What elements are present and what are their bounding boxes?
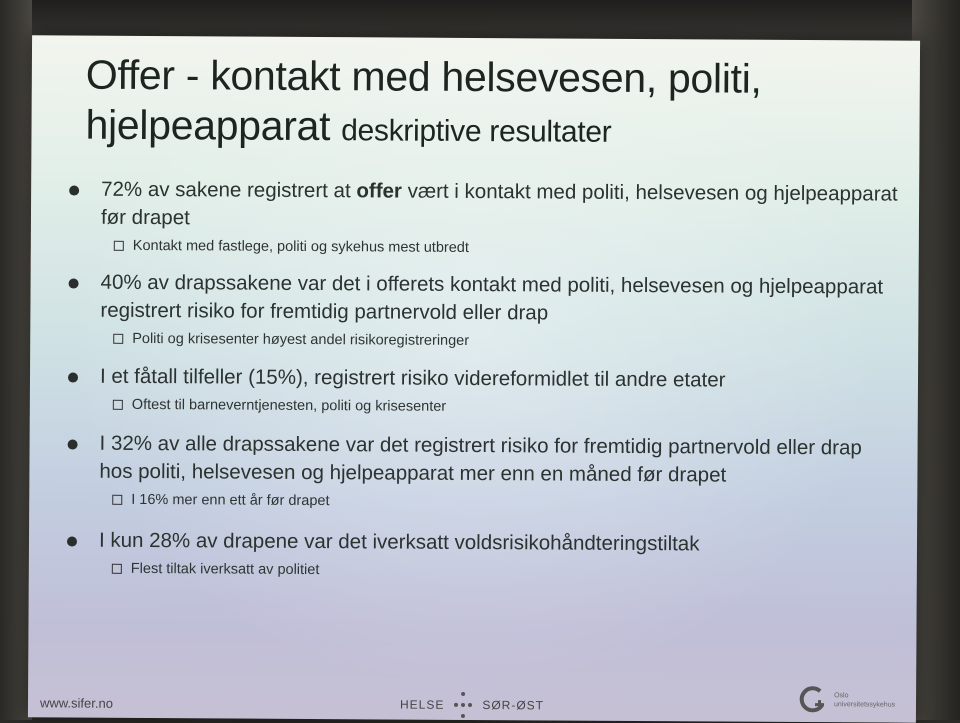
sub-bullet-item: [67, 558, 897, 585]
bullet-dot-icon: [67, 537, 77, 547]
sub-bullet-text: Flest tiltak iverksatt av politiet: [130, 560, 320, 579]
footer-website: www.sifer.no: [39, 695, 114, 711]
bullet-text: 72% av sakene registrert at: [101, 177, 357, 203]
hospital-logo-icon: [798, 685, 828, 715]
logo-dots-icon: [454, 692, 472, 718]
bullet-text: I kun 28% av drapene var det iverksatt voldsrisikohåndteringstiltak: [98, 528, 700, 556]
projected-slide: [28, 35, 920, 722]
sub-bullet-item: [68, 328, 898, 355]
bullet-dot-icon: [68, 373, 78, 383]
sub-bullet-text: Kontakt med fastlege, politi og sykehus mest utbredt: [132, 237, 469, 256]
sub-bullet-text: I 16% mer enn ett år før drapet: [131, 491, 330, 510]
bullet-text: I et fåtall tilfeller (15%), registrert risiko videreformidlet til andre etater: [99, 364, 726, 392]
checkbox-square-icon: [113, 400, 123, 410]
checkbox-square-icon: [113, 334, 123, 344]
helse-sor-ost-logo: [400, 692, 544, 719]
bullet-item: [68, 269, 898, 330]
hospital-logo-text: Oslo universitetssykehus: [833, 692, 896, 709]
slide-title: [85, 50, 886, 160]
slide-title-subtitle: deskriptive resultater: [341, 114, 612, 149]
bullet-text: I 32% av alle drapssakene var det registrert risiko for fremtidig partnervold eller drap hos politi, helsevesen og hjelpeapparat mer enn en måned før drapet: [99, 431, 862, 487]
room-background-left: [0, 0, 32, 720]
bullet-item: [69, 176, 899, 237]
checkbox-square-icon: [112, 495, 122, 505]
bullet-dot-icon: [69, 279, 79, 289]
sub-bullet-item: [68, 394, 898, 421]
bullet-text: vært i kontakt med politi, helsevesen og hjelpeapparat før drapet: [100, 179, 898, 230]
bullet-text-bold: offer: [356, 179, 403, 203]
bullet-item: [67, 430, 897, 491]
logo-text-right: SØR-ØST: [482, 698, 545, 713]
oslo-university-hospital-logo: [798, 682, 898, 719]
sub-bullet-text: Oftest til barneverntjenesten, politi og krisesenter: [131, 396, 447, 415]
sub-bullet-item: [69, 235, 899, 262]
bullet-list: [67, 176, 899, 585]
checkbox-square-icon: [112, 564, 122, 574]
checkbox-square-icon: [114, 241, 124, 251]
sub-bullet-item: [67, 489, 897, 516]
slide-title-main: Offer - kontakt med helsevesen, politi, hjelpeapparat: [85, 51, 762, 150]
bullet-text: 40% av drapssakene var det i offerets kontakt med politi, helsevesen og hjelpeapparat registrert risiko for fremtidig partnervold eller drap: [100, 270, 884, 325]
bullet-dot-icon: [69, 186, 79, 196]
logo-text-left: HELSE: [399, 697, 445, 712]
bullet-dot-icon: [68, 440, 78, 450]
bullet-item: [68, 363, 898, 396]
bullet-item: [67, 527, 897, 560]
sub-bullet-text: Politi og krisesenter høyest andel risikoregistreringer: [132, 330, 470, 349]
